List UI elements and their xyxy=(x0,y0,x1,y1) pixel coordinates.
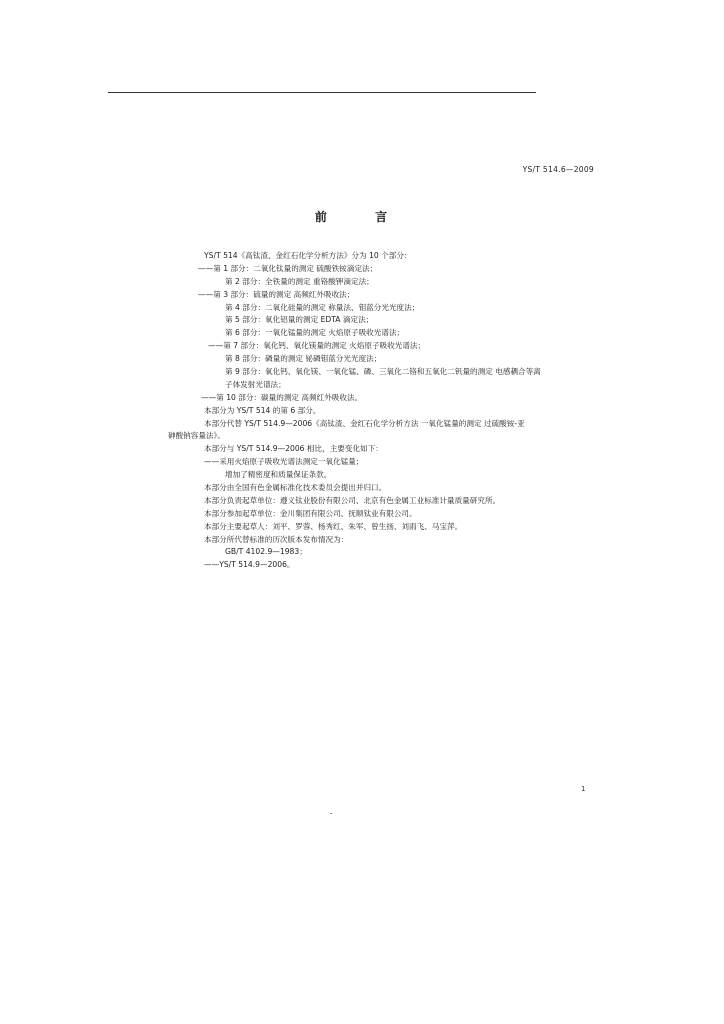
paragraph: YS/T 514《高钛渣、金红石化学分析方法》分为 10 个部分： xyxy=(204,251,412,260)
list-item: ——第 7 部分：氧化钙、氧化镁量的测定 火焰原子吸收光谱法； xyxy=(208,341,426,351)
list-item: 第 5 部分：氧化铝量的测定 EDTA 滴定法； xyxy=(225,315,374,325)
list-item: ——第 10 部分：碳量的测定 高频红外吸收法。 xyxy=(201,392,363,402)
paragraph: 本部分所代替标准的历次版本发布情况为： xyxy=(204,534,349,544)
list-item: 第 4 部分：二氧化硅量的测定 称量法、钼蓝分光光度法； xyxy=(225,302,420,312)
scan-speck xyxy=(330,813,332,814)
header-rule xyxy=(108,92,536,93)
paragraph: 本部分负责起草单位：遵义钛业股份有限公司、北京有色金属工业标准计量质量研究所。 xyxy=(204,495,501,505)
list-item: 增加了精密度和质量保证条款。 xyxy=(225,470,332,480)
list-item: ——第 3 部分：硫量的测定 高频红外吸收法； xyxy=(198,289,355,299)
paragraph: 本部分与 YS/T 514.9—2006 相比，主要变化如下： xyxy=(204,444,383,454)
paragraph-continuation: 砷酸钠容量法》。 xyxy=(168,431,225,441)
page-title: 前 言 xyxy=(314,210,410,224)
paragraph: 本部分由全国有色金属标准化技术委员会提出并归口。 xyxy=(204,483,387,493)
list-item: 第 6 部分：一氧化锰量的测定 火焰原子吸收光谱法； xyxy=(225,328,405,338)
list-item: 第 8 部分：磷量的测定 铋磷钼蓝分光光度法； xyxy=(225,354,382,364)
list-item: ——YS/T 514.9—2006。 xyxy=(204,560,295,570)
list-item: 第 9 部分：氧化钙、氧化镁、一氧化锰、磷、三氧化二铬和五氧化二钒量的测定 电感耦合等离 xyxy=(225,367,541,377)
foreword-body xyxy=(168,250,598,572)
standard-code: YS/T 514.6—2009 xyxy=(522,165,594,174)
paragraph: 本部分主要起草人：刘平、罗蓉、杨秀红、朱军、曾生扬、刘雨飞、马宝萍。 xyxy=(204,521,463,531)
page-number: 1 xyxy=(581,785,586,793)
list-item-continuation: 子体发射光谱法； xyxy=(225,379,286,389)
list-item: ——第 1 部分：二氧化钛量的测定 硫酸铁铵滴定法； xyxy=(198,263,378,273)
list-item: GB/T 4102.9—1983； xyxy=(225,547,307,557)
paragraph: 本部分参加起草单位：金川集团有限公司、抚顺钛业有限公司。 xyxy=(204,508,417,518)
paragraph: 本部分为 YS/T 514 的第 6 部分。 xyxy=(204,405,321,415)
paragraph: 本部分代替 YS/T 514.9—2006《高钛渣、金红石化学分析方法 一氧化锰量的测定 过硫酸铵-亚 xyxy=(204,418,525,428)
list-item: ——采用火焰原子吸收光谱法测定一氧化锰量； xyxy=(204,457,364,467)
list-item: 第 2 部分：全铁量的测定 重铬酸钾滴定法； xyxy=(225,276,374,286)
